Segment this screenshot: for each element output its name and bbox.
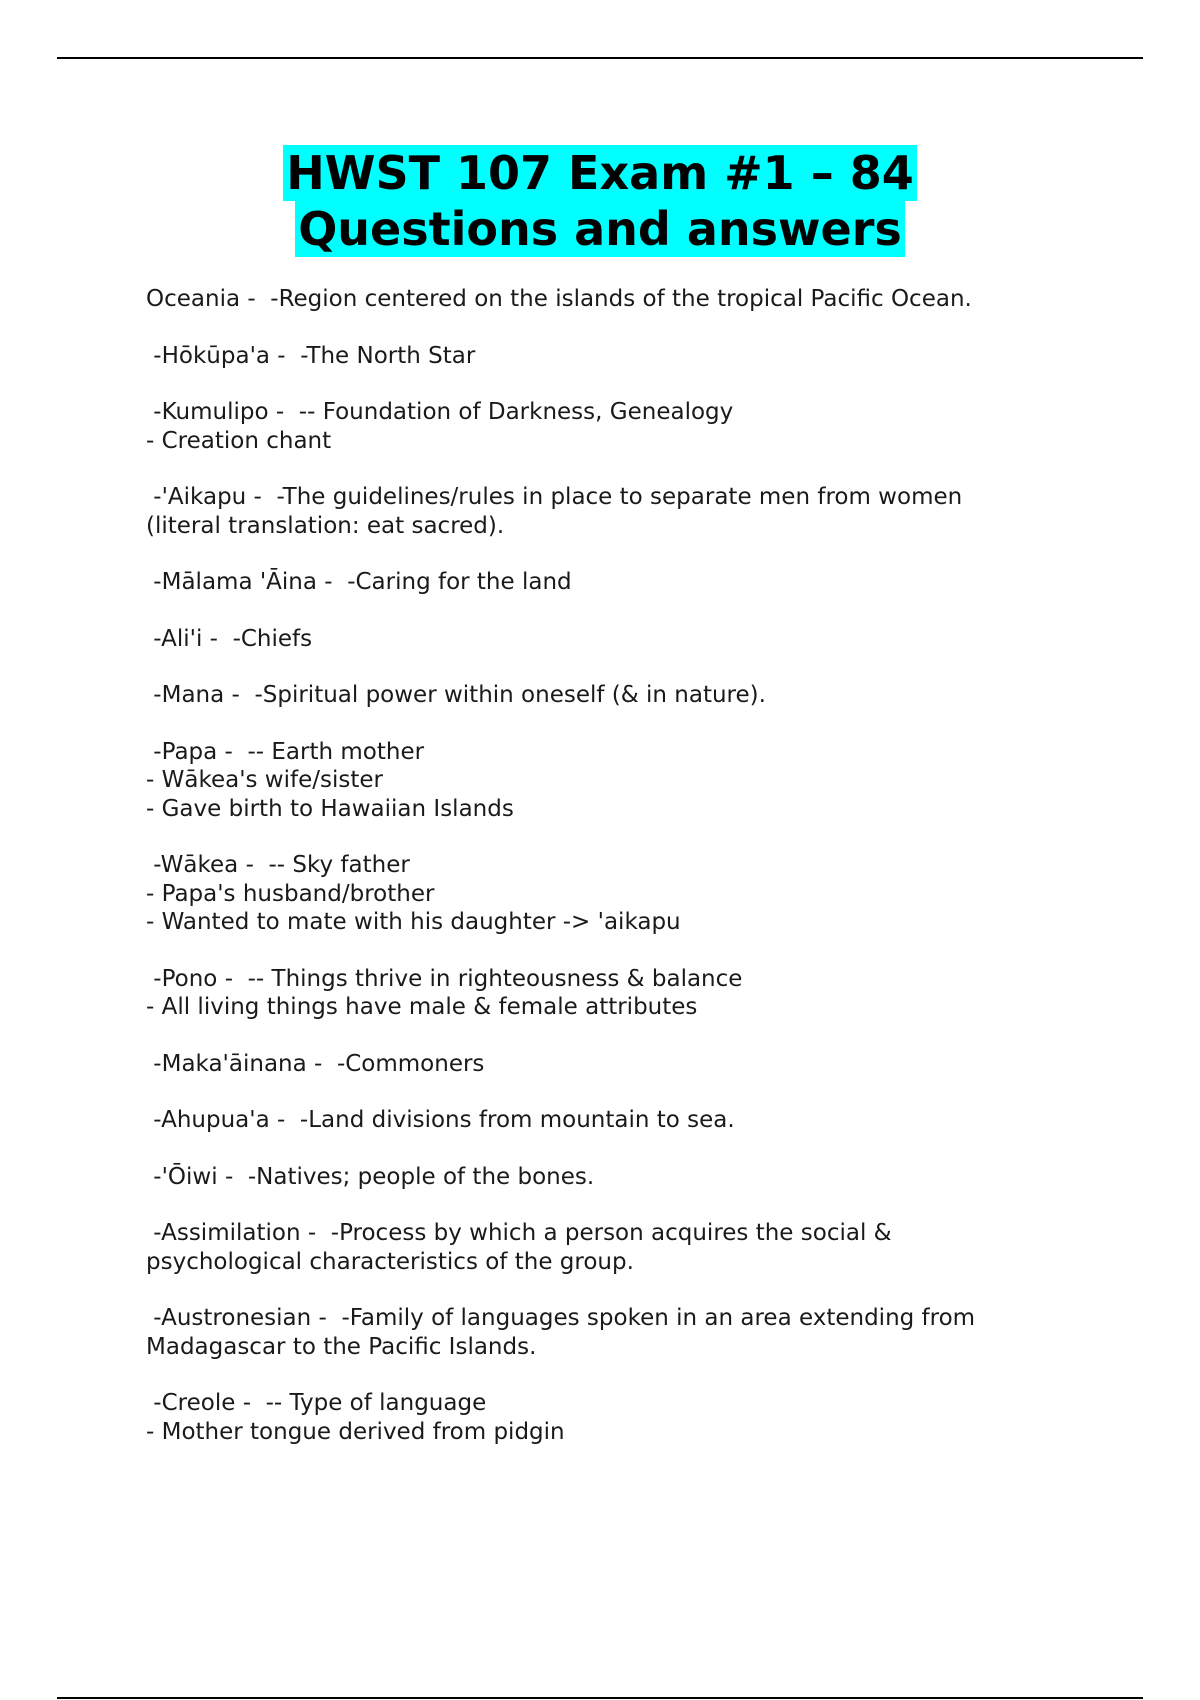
qa-entry — [146, 681, 1046, 710]
qa-entry-line: Madagascar to the Pacific Islands. — [146, 1333, 537, 1360]
qa-entry-line: - Creation chant — [146, 427, 332, 454]
qa-entries-list — [146, 285, 1046, 1474]
qa-entry — [146, 342, 1046, 371]
qa-entry-line: -Hōkūpa'a - -The North Star — [146, 342, 476, 369]
qa-entry — [146, 568, 1046, 597]
qa-entry-line: -Mana - -Spiritual power within oneself (& in nature). — [146, 682, 766, 708]
qa-entry-line: - Gave birth to Hawaiian Islands — [146, 795, 514, 822]
qa-entry-line: -Creole - -- Type of language — [146, 1390, 487, 1416]
qa-entry — [146, 738, 1046, 824]
qa-entry — [146, 1050, 1046, 1079]
qa-entry — [146, 483, 1046, 540]
qa-entry — [146, 1106, 1046, 1135]
top-rule — [57, 57, 1143, 59]
qa-entry-line: - Mother tongue derived from pidgin — [146, 1418, 565, 1445]
qa-entry-line: - Wanted to mate with his daughter -> 'aikapu — [146, 909, 681, 935]
qa-entry-line: - Wākea's wife/sister — [146, 767, 383, 793]
qa-entry-line: psychological characteristics of the group. — [146, 1248, 634, 1275]
qa-entry-line: -Maka'āinana - -Commoners — [146, 1050, 485, 1077]
qa-entry-line: -Ahupua'a - -Land divisions from mountain to sea. — [146, 1107, 735, 1133]
qa-entry-line: -Ali'i - -Chiefs — [146, 625, 313, 652]
qa-entry-line: -'Aikapu - -The guidelines/rules in place to separate men from women — [146, 484, 963, 510]
document-title — [0, 145, 1200, 257]
qa-entry-line: (literal translation: eat sacred). — [146, 512, 505, 539]
qa-entry — [146, 1389, 1046, 1446]
qa-entry — [146, 1304, 1046, 1361]
qa-entry-line: -'Ōiwi - -Natives; people of the bones. — [146, 1163, 595, 1190]
qa-entry-line: -Mālama 'Āina - -Caring for the land — [146, 569, 572, 595]
qa-entry-line: Oceania - -Region centered on the islands of the tropical Pacific Ocean. — [146, 286, 972, 312]
title-line-1: HWST 107 Exam #1 – 84 — [283, 145, 916, 201]
qa-entry — [146, 625, 1046, 654]
qa-entry — [146, 285, 1046, 314]
title-line-2: Questions and answers — [295, 201, 905, 257]
qa-entry-line: -Pono - -- Things thrive in righteousness & balance — [146, 965, 743, 992]
qa-entry-line: -Wākea - -- Sky father — [146, 852, 410, 878]
qa-entry — [146, 1163, 1046, 1192]
qa-entry — [146, 965, 1046, 1022]
qa-entry-line: -Assimilation - -Process by which a person acquires the social & — [146, 1220, 892, 1246]
qa-entry — [146, 851, 1046, 937]
qa-entry-line: -Papa - -- Earth mother — [146, 738, 425, 765]
qa-entry-line: -Kumulipo - -- Foundation of Darkness, Genealogy — [146, 399, 734, 425]
qa-entry-line: - All living things have male & female attributes — [146, 994, 698, 1020]
qa-entry-line: - Papa's husband/brother — [146, 880, 435, 907]
bottom-rule — [57, 1697, 1143, 1699]
qa-entry — [146, 1219, 1046, 1276]
qa-entry — [146, 398, 1046, 455]
qa-entry-line: -Austronesian - -Family of languages spoken in an area extending from — [146, 1305, 976, 1331]
